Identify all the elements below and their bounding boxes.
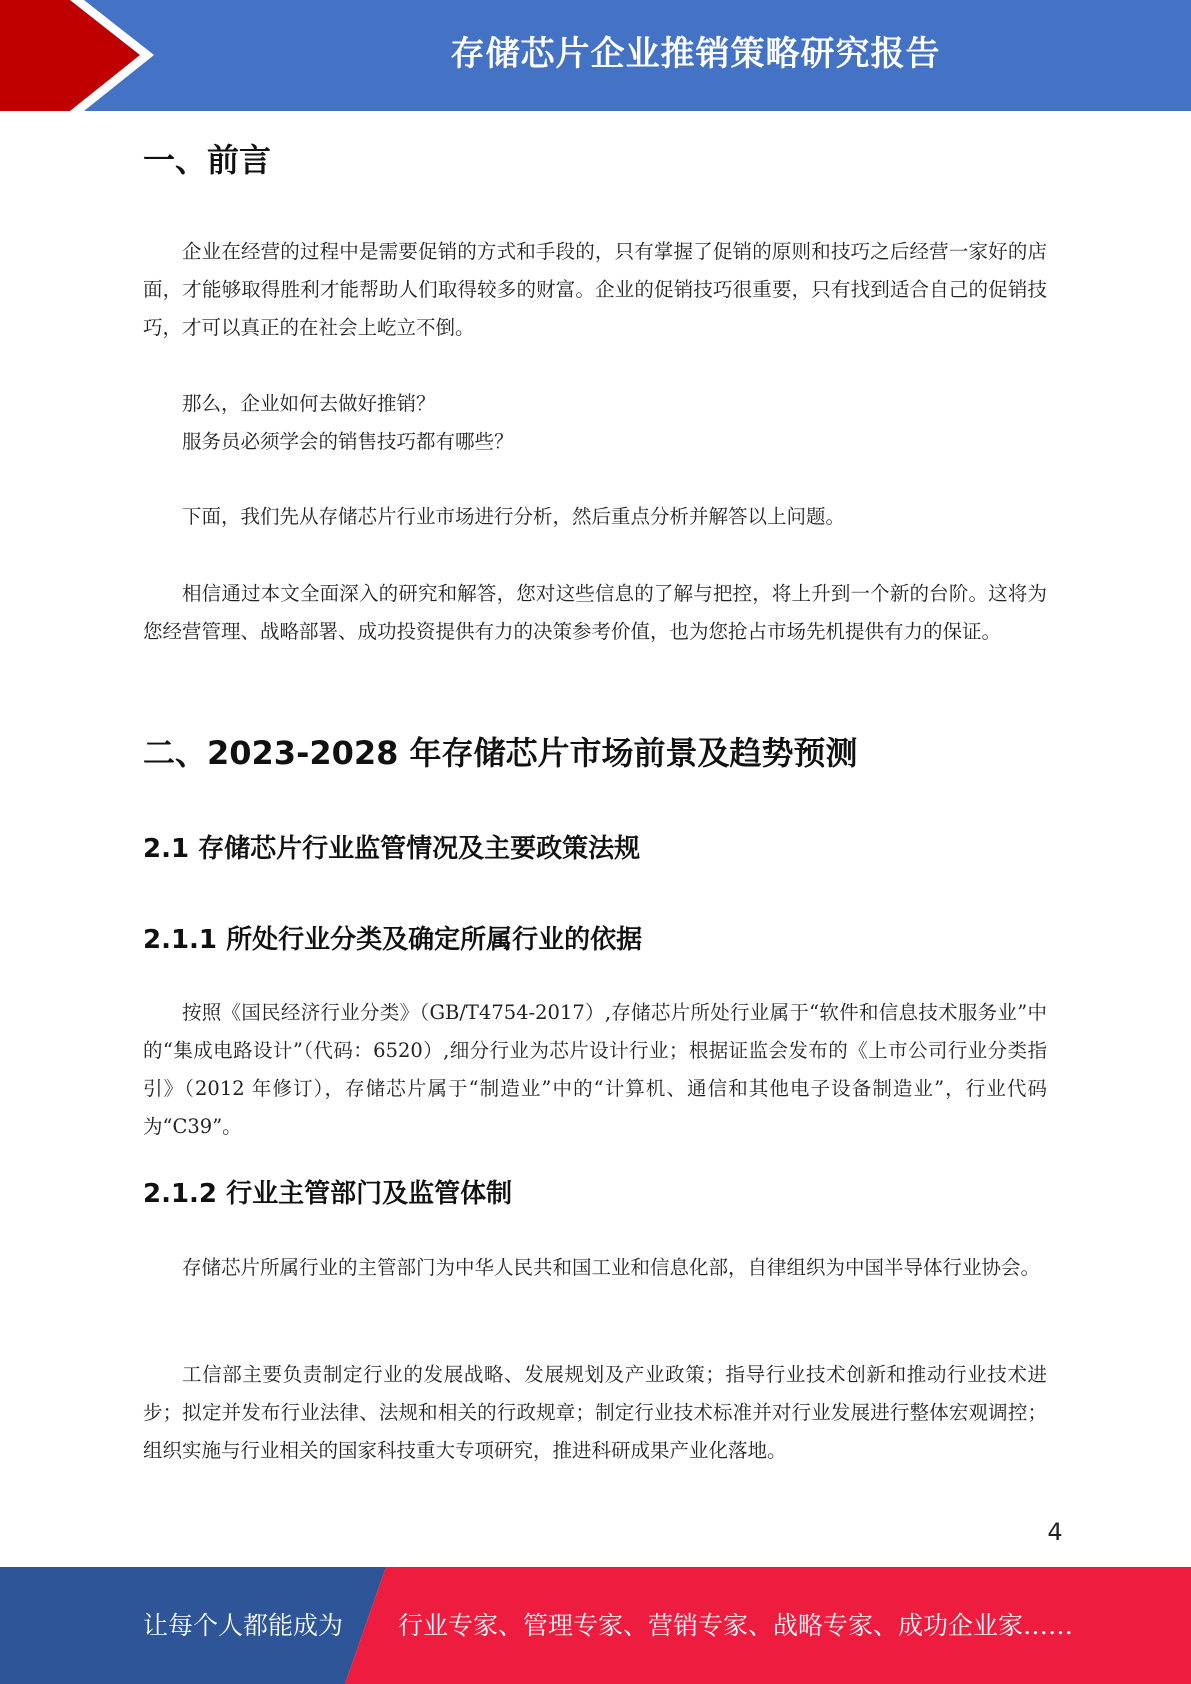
footer-banner [0,1567,1191,1684]
header-banner [0,0,1191,111]
header-arrow-decoration [0,0,200,111]
footer-slogan-left: 让每个人都能成为 [143,1611,344,1640]
section-heading-forecast: 二、2023-2028 年存储芯片市场前景及趋势预测 [143,734,858,772]
subsection-heading-2-1-2: 2.1.2 行业主管部门及监管体制 [143,1179,513,1209]
paragraph-miit-duties: 工信部主要负责制定行业的发展战略、发展规划及产业政策；指导行业技术创新和推动行业技术进步；拟定并发布行业法律、法规和相关的行政规章；制定行业技术标准并对行业发展进行整体宏观调控；组织实施与行业相关的国家科技重大专项研究，推进科研成果产业化落地。 [143,1363,1047,1462]
section-heading-preface: 一、前言 [143,141,272,179]
paragraph-analysis-plan: 下面，我们先从存储芯片行业市场进行分析，然后重点分析并解答以上问题。 [182,505,846,528]
paragraph-question-1: 那么，企业如何去做好推销？ [182,392,436,415]
paragraph-value: 相信通过本文全面深入的研究和解答，您对这些信息的了解与把控，将上升到一个新的台阶。这将为您经营管理、战略部署、成功投资提供有力的决策参考价值，也为您抢占市场先机提供有力的保证。 [143,582,1047,643]
paragraph-intro: 企业在经营的过程中是需要促销的方式和手段的，只有掌握了促销的原则和技巧之后经营一家好的店面，才能够取得胜利才能帮助人们取得较多的财富。企业的促销技巧很重要，只有找到适合自己的促销技巧，才可以真正的在社会上屹立不倒。 [143,240,1047,339]
paragraph-regulator: 存储芯片所属行业的主管部门为中华人民共和国工业和信息化部，自律组织为中国半导体行业协会。 [182,1256,1041,1279]
subsection-heading-2-1: 2.1 存储芯片行业监管情况及主要政策法规 [143,834,641,864]
footer-slogan-right: 行业专家、管理专家、营销专家、战略专家、成功企业家…… [398,1611,1074,1640]
paragraph-question-2: 服务员必须学会的销售技巧都有哪些？ [182,430,514,453]
page-number: 4 [1047,1518,1063,1546]
subsection-heading-2-1-1: 2.1.1 所处行业分类及确定所属行业的依据 [143,925,643,955]
document-title: 存储芯片企业推销策略研究报告 [450,34,941,74]
paragraph-industry-classification: 按照《国民经济行业分类》（GB/T4754-2017）,存储芯片所处行业属于“软件和信息技术服务业”中的“集成电路设计”（代码：6520）,细分行业为芯片设计行业；根据证监会发布的《上市公司行业分类指引》（2012 年修订），存储芯片属于“制造业”中的“计算机、通信和其他电子设备制造业”，行业代码为“C39”。 [143,1001,1047,1138]
